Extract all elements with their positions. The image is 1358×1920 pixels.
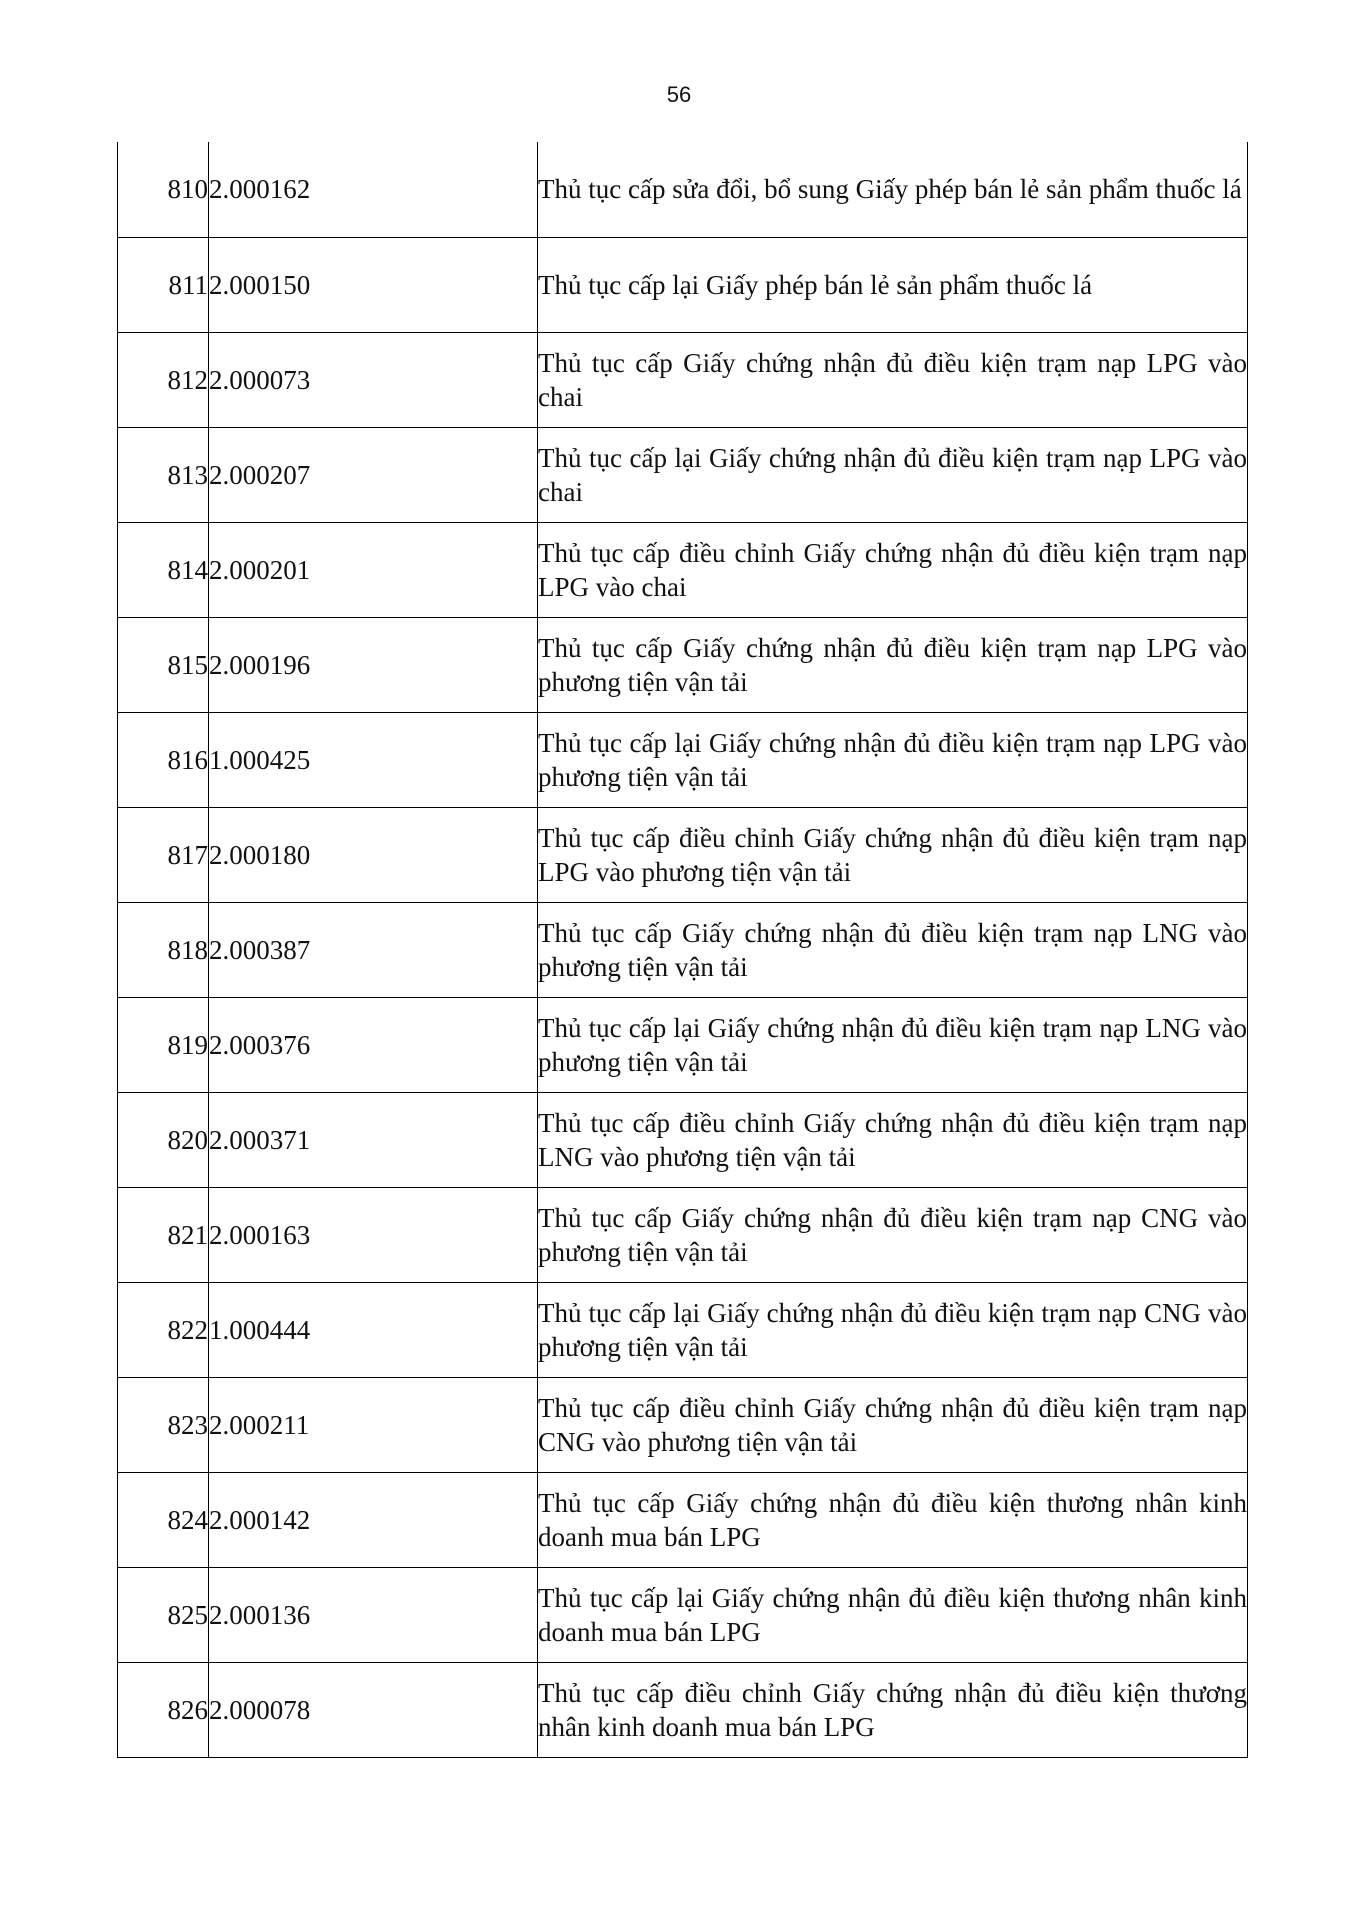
procedure-name-cell: Thủ tục cấp Giấy chứng nhận đủ điều kiện trạm nạp LPG vào phương tiện vận tải xyxy=(538,617,1248,712)
procedure-name-cell: Thủ tục cấp lại Giấy chứng nhận đủ điều kiện trạm nạp LPG vào phương tiện vận tải xyxy=(538,712,1248,807)
procedure-code-cell: 1.000425 xyxy=(209,712,538,807)
row-index-cell: 815 xyxy=(118,617,209,712)
page-number: 56 xyxy=(666,82,692,107)
table-row xyxy=(118,237,1248,332)
row-index-cell: 822 xyxy=(118,1282,209,1377)
table-row xyxy=(118,807,1248,902)
procedure-name-cell: Thủ tục cấp lại Giấy chứng nhận đủ điều kiện trạm nạp CNG vào phương tiện vận tải xyxy=(538,1282,1248,1377)
row-index-cell: 814 xyxy=(118,522,209,617)
row-index-cell: 824 xyxy=(118,1472,209,1567)
procedure-name-cell: Thủ tục cấp điều chỉnh Giấy chứng nhận đủ điều kiện trạm nạp CNG vào phương tiện vận tải xyxy=(538,1377,1248,1472)
row-index-cell: 818 xyxy=(118,902,209,997)
procedure-code-cell: 2.000142 xyxy=(209,1472,538,1567)
procedure-code-cell: 2.000162 xyxy=(209,142,538,237)
procedure-code-cell: 2.000207 xyxy=(209,427,538,522)
row-index-cell: 826 xyxy=(118,1662,209,1757)
procedure-code-cell: 2.000180 xyxy=(209,807,538,902)
procedure-name-cell: Thủ tục cấp Giấy chứng nhận đủ điều kiện trạm nạp CNG vào phương tiện vận tải xyxy=(538,1187,1248,1282)
procedure-code-cell: 1.000444 xyxy=(209,1282,538,1377)
row-index-cell: 813 xyxy=(118,427,209,522)
table-row xyxy=(118,997,1248,1092)
procedure-code-cell: 2.000150 xyxy=(209,237,538,332)
row-index-cell: 811 xyxy=(118,237,209,332)
row-index-cell: 812 xyxy=(118,332,209,427)
procedure-code-cell: 2.000136 xyxy=(209,1567,538,1662)
procedure-code-cell: 2.000196 xyxy=(209,617,538,712)
row-index-cell: 825 xyxy=(118,1567,209,1662)
table-row xyxy=(118,1377,1248,1472)
procedure-name-cell: Thủ tục cấp lại Giấy phép bán lẻ sản phẩm thuốc lá xyxy=(538,237,1248,332)
row-index-cell: 810 xyxy=(118,142,209,237)
procedure-code-cell: 2.000073 xyxy=(209,332,538,427)
procedure-name-cell: Thủ tục cấp Giấy chứng nhận đủ điều kiện thương nhân kinh doanh mua bán LPG xyxy=(538,1472,1248,1567)
row-index-cell: 819 xyxy=(118,997,209,1092)
table-row xyxy=(118,1282,1248,1377)
procedure-name-cell: Thủ tục cấp lại Giấy chứng nhận đủ điều kiện trạm nạp LNG vào phương tiện vận tải xyxy=(538,997,1248,1092)
table-row xyxy=(118,1187,1248,1282)
procedure-table xyxy=(117,142,1248,1758)
procedure-name-cell: Thủ tục cấp sửa đổi, bổ sung Giấy phép bán lẻ sản phẩm thuốc lá xyxy=(538,142,1248,237)
table-row xyxy=(118,712,1248,807)
row-index-cell: 821 xyxy=(118,1187,209,1282)
table-row xyxy=(118,1662,1248,1757)
procedure-name-cell: Thủ tục cấp lại Giấy chứng nhận đủ điều kiện thương nhân kinh doanh mua bán LPG xyxy=(538,1567,1248,1662)
procedure-table-body xyxy=(118,142,1248,1757)
table-row xyxy=(118,617,1248,712)
procedure-code-cell: 2.000376 xyxy=(209,997,538,1092)
table-row xyxy=(118,1567,1248,1662)
row-index-cell: 823 xyxy=(118,1377,209,1472)
procedure-name-cell: Thủ tục cấp điều chỉnh Giấy chứng nhận đủ điều kiện trạm nạp LPG vào phương tiện vận tải xyxy=(538,807,1248,902)
procedure-code-cell: 2.000387 xyxy=(209,902,538,997)
procedure-code-cell: 2.000201 xyxy=(209,522,538,617)
procedure-code-cell: 2.000211 xyxy=(209,1377,538,1472)
table-row xyxy=(118,427,1248,522)
procedure-name-cell: Thủ tục cấp điều chỉnh Giấy chứng nhận đủ điều kiện thương nhân kinh doanh mua bán LPG xyxy=(538,1662,1248,1757)
table-row xyxy=(118,522,1248,617)
row-index-cell: 816 xyxy=(118,712,209,807)
row-index-cell: 817 xyxy=(118,807,209,902)
row-index-cell: 820 xyxy=(118,1092,209,1187)
procedure-name-cell: Thủ tục cấp Giấy chứng nhận đủ điều kiện trạm nạp LNG vào phương tiện vận tải xyxy=(538,902,1248,997)
procedure-name-cell: Thủ tục cấp lại Giấy chứng nhận đủ điều kiện trạm nạp LPG vào chai xyxy=(538,427,1248,522)
procedure-code-cell: 2.000371 xyxy=(209,1092,538,1187)
procedure-name-cell: Thủ tục cấp Giấy chứng nhận đủ điều kiện trạm nạp LPG vào chai xyxy=(538,332,1248,427)
table-row xyxy=(118,1472,1248,1567)
table-row xyxy=(118,142,1248,237)
procedure-name-cell: Thủ tục cấp điều chỉnh Giấy chứng nhận đủ điều kiện trạm nạp LPG vào chai xyxy=(538,522,1248,617)
procedure-name-cell: Thủ tục cấp điều chỉnh Giấy chứng nhận đủ điều kiện trạm nạp LNG vào phương tiện vận tải xyxy=(538,1092,1248,1187)
procedure-code-cell: 2.000078 xyxy=(209,1662,538,1757)
procedure-code-cell: 2.000163 xyxy=(209,1187,538,1282)
table-row xyxy=(118,902,1248,997)
table-row xyxy=(118,332,1248,427)
table-row xyxy=(118,1092,1248,1187)
